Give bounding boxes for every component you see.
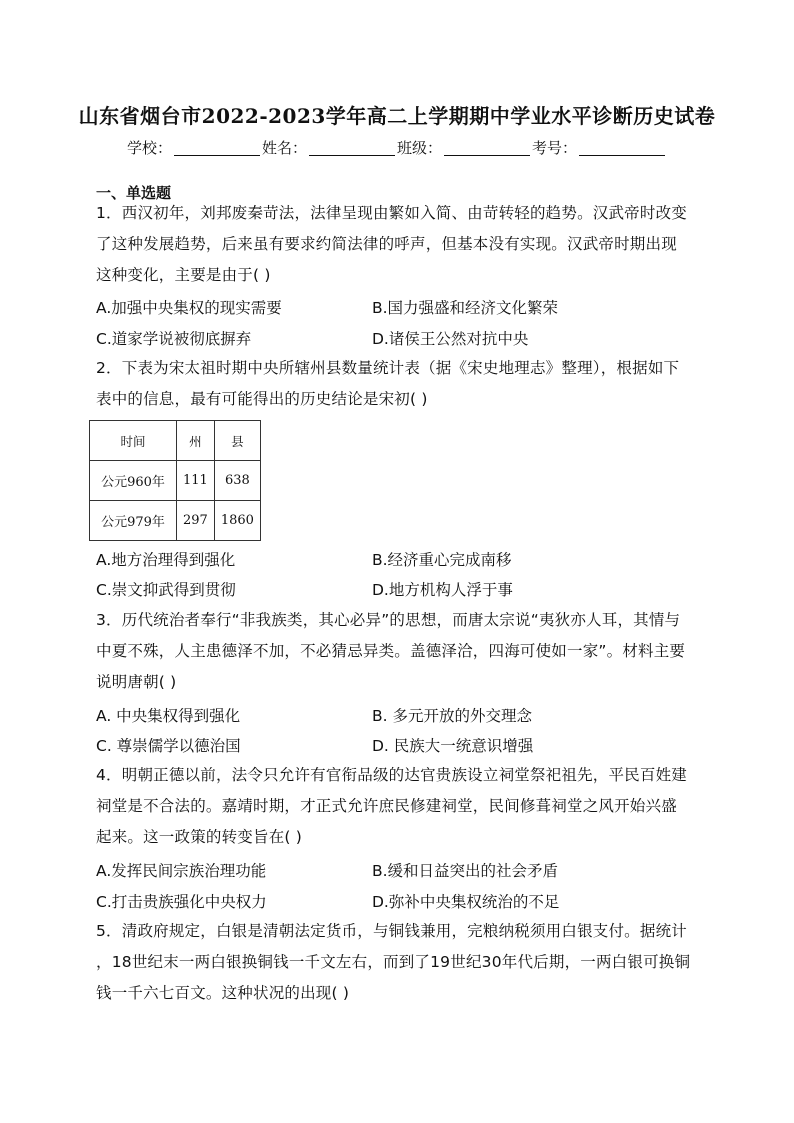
table-header-cell: 县: [214, 421, 260, 461]
question-1-option-c[interactable]: C.道家学说被彻底摒弃: [96, 330, 252, 348]
stem-line: ，18世纪末一两白银换铜钱一千文左右，而到了19世纪30年代后期，一两白银可换铜: [96, 953, 691, 971]
name-blank[interactable]: [309, 141, 395, 156]
stem-line: 表中的信息，最有可能得出的历史结论是宋初( ): [96, 390, 428, 408]
question-4-option-b[interactable]: B.缓和日益突出的社会矛盾: [372, 862, 559, 880]
table-row: [90, 501, 261, 541]
class-blank[interactable]: [444, 141, 530, 156]
stem-line: 祠堂是不合法的。嘉靖时期，才正式允许庶民修建祠堂，民间修葺祠堂之风开始兴盛: [96, 797, 677, 815]
question-2-option-a[interactable]: A.地方治理得到强化: [96, 551, 236, 569]
table-cell: 111: [177, 461, 215, 501]
question-2-option-c[interactable]: C.崇文抑武得到贯彻: [96, 581, 236, 599]
question-2-option-b[interactable]: B.经济重心完成南移: [372, 551, 512, 569]
table-cell: 638: [214, 461, 260, 501]
stem-line: 了这种发展趋势，后来虽有要求约简法律的呼声，但基本没有实现。汉武帝时期出现: [96, 235, 677, 253]
table-header-row: [90, 421, 261, 461]
stem-line: 钱一千六七百文。这种状况的出现( ): [96, 984, 350, 1002]
exam-title: 山东省烟台市2022-2023学年高二上学期期中学业水平诊断历史试卷: [78, 104, 716, 128]
question-4-option-d[interactable]: D.弥补中央集权统治的不足: [372, 893, 560, 911]
question-4-stem: [96, 760, 696, 853]
stem-line: 2．下表为宋太祖时期中央所辖州县数量统计表（据《宋史地理志》整理），根据如下: [96, 359, 680, 377]
stem-line: 5．清政府规定，白银是清朝法定货币，与铜钱兼用，完粮纳税须用白银支付。据统计: [96, 922, 687, 940]
school-label: 学校：: [126, 139, 172, 157]
table-header-cell: 州: [177, 421, 215, 461]
section-heading: 一、单选题: [96, 184, 172, 202]
stem-line: 中夏不殊，人主患德泽不加，不必猜忌异类。盖德泽洽，四海可使如一家”。材料主要: [96, 642, 686, 660]
table-header-cell: 时间: [90, 421, 177, 461]
stem-line: 说明唐朝( ): [96, 673, 177, 691]
question-3-option-a[interactable]: A. 中央集权得到强化: [96, 707, 241, 725]
table-cell: 1860: [214, 501, 260, 541]
table-cell: 公元960年: [90, 461, 177, 501]
question-5-stem: [96, 916, 696, 1009]
question-4-option-c[interactable]: C.打击贵族强化中央权力: [96, 893, 267, 911]
stem-line: 这种变化，主要是由于( ): [96, 266, 271, 284]
question-1-option-a[interactable]: A.加强中央集权的现实需要: [96, 299, 282, 317]
question-3-option-c[interactable]: C. 尊崇儒学以德治国: [96, 737, 241, 755]
question-2-option-d[interactable]: D.地方机构人浮于事: [372, 581, 513, 599]
question-1-stem: [96, 198, 696, 291]
stem-line: 1．西汉初年，刘邦废秦苛法，法律呈现由繁如入简、由苛转轻的趋势。汉武帝时改变: [96, 204, 687, 222]
stem-line: 起来。这一政策的转变旨在( ): [96, 828, 303, 846]
question-3-option-d[interactable]: D. 民族大一统意识增强: [372, 737, 534, 755]
number-label: 考号：: [532, 139, 578, 157]
stem-line: 3．历代统治者奉行“非我族类，其心必异”的思想，而唐太宗说“夷狄亦人耳，其情与: [96, 611, 681, 629]
table-row: [90, 461, 261, 501]
question-1-option-b[interactable]: B.国力强盛和经济文化繁荣: [372, 299, 559, 317]
table-cell: 297: [177, 501, 215, 541]
class-label: 班级：: [397, 139, 443, 157]
question-3-stem: [96, 605, 696, 698]
county-statistics-table: [89, 420, 261, 541]
stem-line: 4．明朝正德以前，法令只允许有官衔品级的达官贵族设立祠堂祭祀祖先，平民百姓建: [96, 766, 687, 784]
question-3-option-b[interactable]: B. 多元开放的外交理念: [372, 707, 532, 725]
question-1-option-d[interactable]: D.诸侯王公然对抗中央: [372, 330, 529, 348]
number-blank[interactable]: [579, 141, 665, 156]
school-blank[interactable]: [174, 141, 260, 156]
student-info-line: [0, 137, 794, 158]
question-4-option-a[interactable]: A.发挥民间宗族治理功能: [96, 862, 267, 880]
name-label: 姓名：: [261, 139, 307, 157]
table-cell: 公元979年: [90, 501, 177, 541]
question-2-stem: [96, 353, 696, 415]
